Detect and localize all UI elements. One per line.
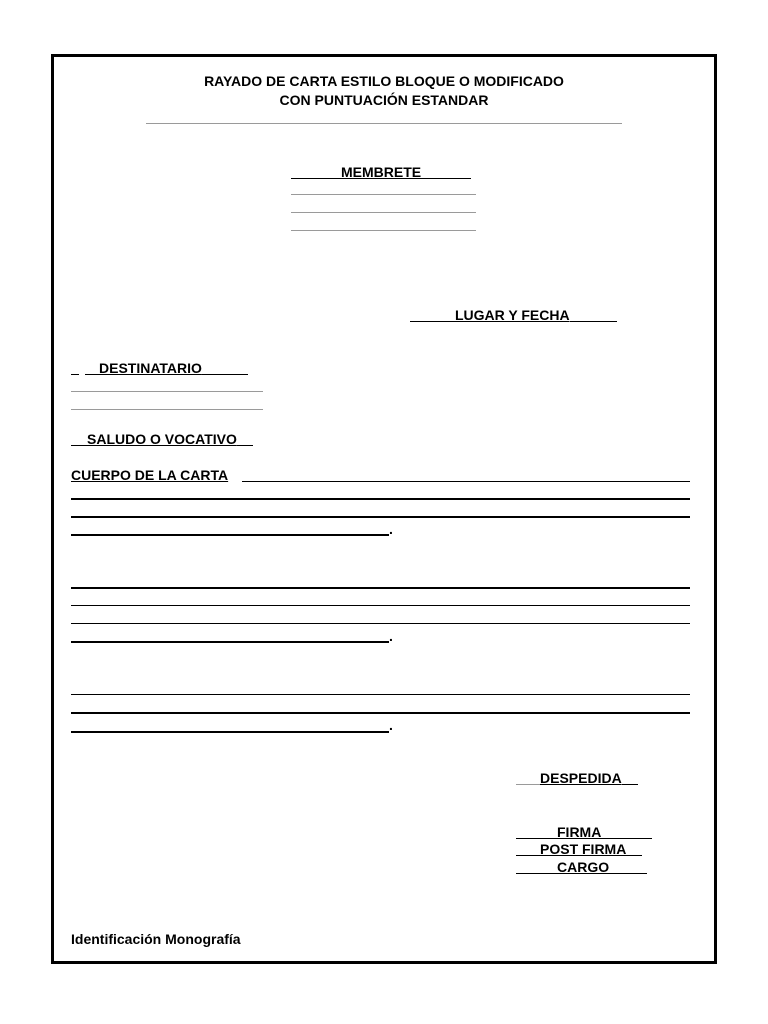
cuerpo-first-line-rule [242, 481, 690, 482]
paragraph-2-line-2 [71, 605, 690, 606]
despedida-heading [516, 770, 638, 786]
paragraph-3-line-3 [71, 731, 389, 733]
title-rule [146, 123, 622, 124]
paragraph-2-period: . [389, 628, 393, 644]
post-firma-heading [516, 841, 642, 857]
paragraph-3-line-2 [71, 712, 690, 714]
paragraph-1-line-2 [71, 516, 690, 518]
document-title-line-1: RAYADO DE CARTA ESTILO BLOQUE O MODIFICADO [204, 73, 564, 89]
document-title-line-2: CON PUNTUACIÓN ESTANDAR [279, 92, 489, 108]
paragraph-3-period: . [389, 717, 393, 733]
cargo-label: CARGO [557, 859, 610, 875]
paragraph-2-line-3 [71, 623, 690, 624]
lugar-fecha-label: LUGAR Y FECHA [455, 307, 570, 323]
firma-heading [516, 824, 652, 840]
paragraph-3-line-1 [71, 694, 690, 695]
membrete-line-3 [291, 230, 476, 231]
destinatario-line-1 [71, 391, 263, 392]
cuerpo-label: CUERPO DE LA CARTA [71, 467, 229, 483]
post-firma-label: POST FIRMA [540, 841, 627, 857]
lugar-fecha-heading [410, 307, 617, 323]
paragraph-1-line-3 [71, 534, 389, 536]
paragraph-1-line-1 [71, 498, 690, 500]
membrete-line-1 [291, 194, 476, 195]
identificacion-label: Identificación Monografía [71, 931, 241, 947]
destinatario-label: DESTINATARIO [99, 360, 202, 376]
membrete-line-2 [291, 212, 476, 213]
paragraph-1-period: . [389, 521, 393, 537]
paragraph-2-line-1 [71, 587, 690, 589]
despedida-label: DESPEDIDA [540, 770, 622, 786]
saludo-label: SALUDO O VOCATIVO [87, 431, 237, 447]
saludo-heading [71, 431, 253, 447]
paragraph-2-line-4 [71, 641, 389, 643]
membrete-label: MEMBRETE [341, 164, 422, 180]
cargo-heading [516, 859, 647, 875]
firma-label: FIRMA [557, 824, 602, 840]
membrete-heading [291, 164, 471, 180]
destinatario-heading [71, 360, 248, 376]
destinatario-line-2 [71, 409, 263, 410]
